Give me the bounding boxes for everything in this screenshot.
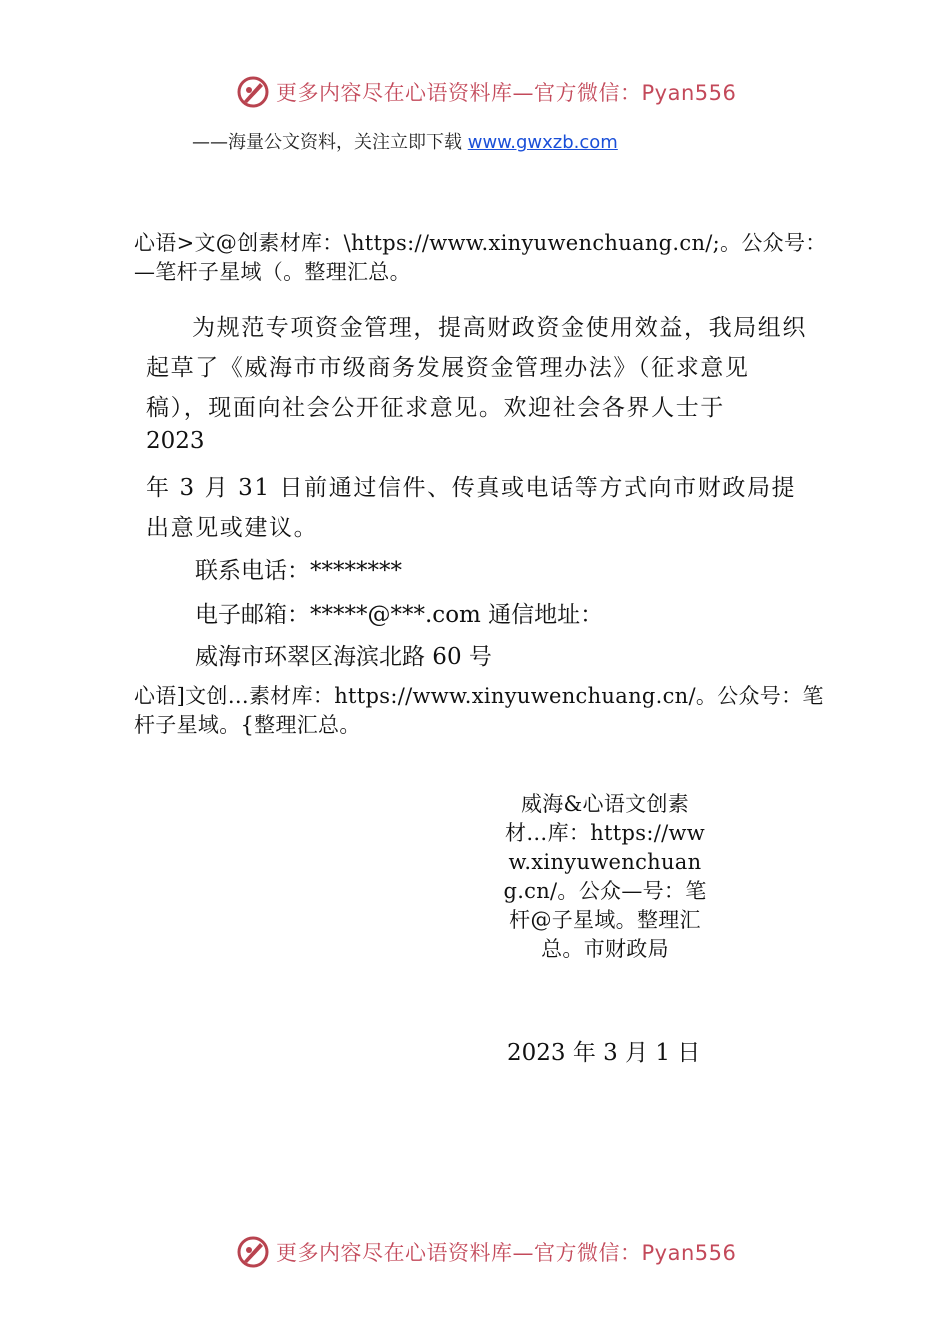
signature-date: 2023 年 3 月 1 日 <box>507 1040 701 1066</box>
signature-block: 威海&心语文创素材…库：https://www.xinyuwenchuang.cn/。公众—号：笔杆@子星域。整理汇总。市财政局 <box>503 792 707 961</box>
banner-text: 更多内容尽在心语资料库—官方微信：Pyan556 <box>276 81 737 105</box>
contact-email: 电子邮箱：*****@***.com 通信地址： <box>195 602 604 628</box>
watermark-note-mid: 心语]文创…素材库：https://www.xinyuwenchuang.cn/。公众号：笔杆子星域。{整理汇总。 <box>134 684 824 737</box>
watermark-banner-bottom <box>236 1232 756 1272</box>
subheader <box>192 128 618 154</box>
watermark-note-top: 心语>文@创素材库：\https://www.xinyuwenchuang.cn/;。公众号：—笔杆子星域（。整理汇总。 <box>134 231 827 284</box>
brush-logo-icon <box>236 75 270 109</box>
watermark-banner-top <box>236 72 756 112</box>
body-year-line: 2023 <box>146 428 205 454</box>
contact-address: 威海市环翠区海滨北路 60 号 <box>195 644 492 670</box>
download-link[interactable]: www.gwxzb.com <box>467 132 618 153</box>
banner-text: 更多内容尽在心语资料库—官方微信：Pyan556 <box>276 1241 737 1265</box>
body-paragraph-1: 为规范专项资金管理，提高财政资金使用效益，我局组织起草了《威海市市级商务发展资金管理办法》（征求意见稿），现面向社会公开征求意见。欢迎社会各界人士于 <box>146 315 807 421</box>
brush-logo-icon <box>236 1235 270 1269</box>
body-paragraph-2: 年 3 月 31 日前通过信件、传真或电话等方式向市财政局提出意见或建议。 <box>146 475 797 541</box>
subheader-prefix: ——海量公文资料，关注立即下载 <box>192 132 468 153</box>
contact-phone: 联系电话：******** <box>195 558 402 584</box>
